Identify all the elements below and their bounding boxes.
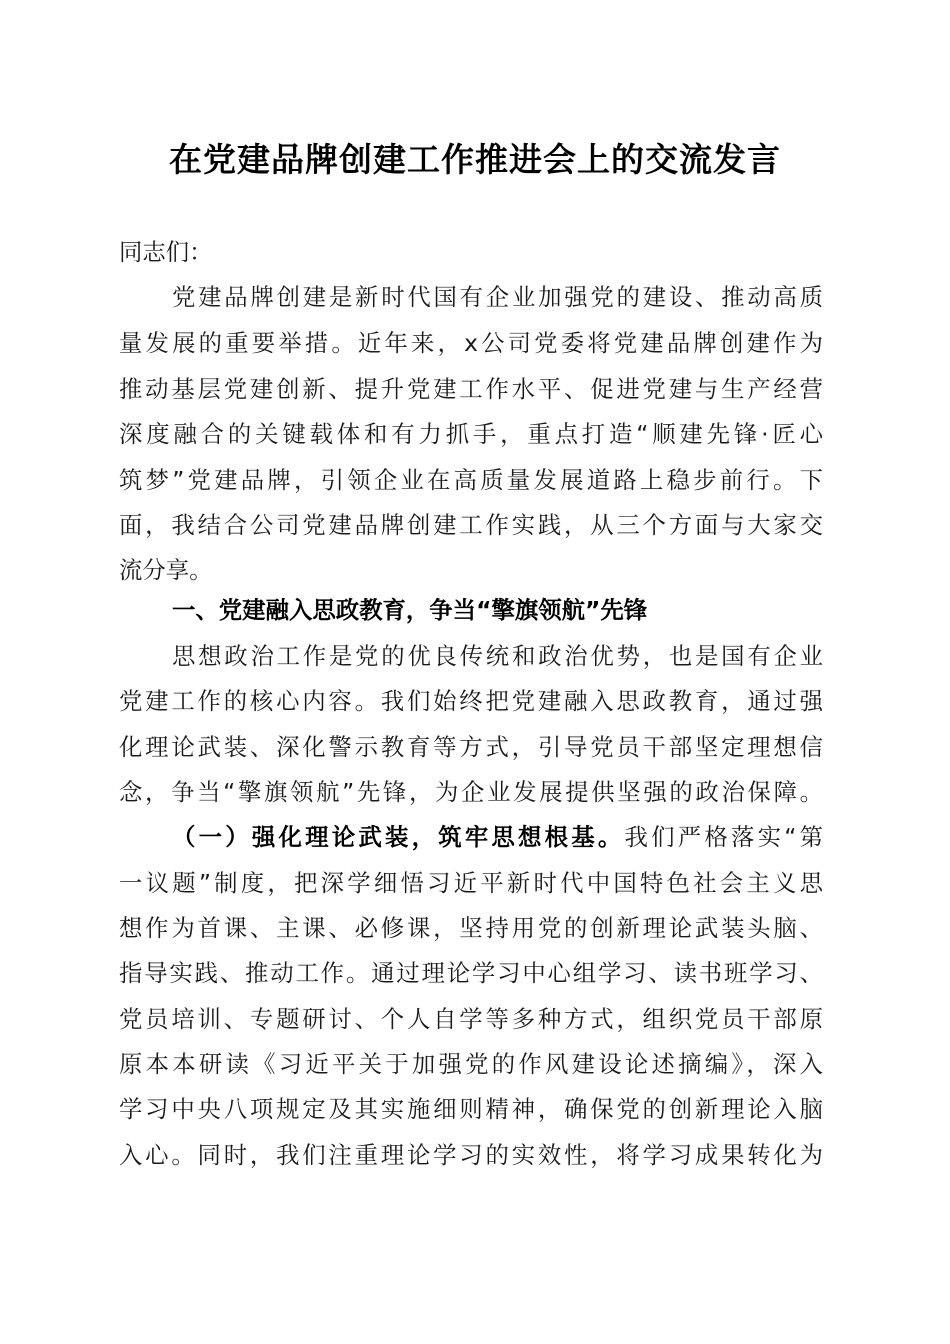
sub1-first-line-rest: 我们严格落实“第 [624,823,824,851]
sub1-first-line [172,814,823,860]
section1-line-3: 化理论武装、深化警示教育等方式，引导党员干部坚定理想信 [119,733,823,761]
sub1-line-7: 学习中央八项规定及其实施细则精神，确保党的创新理论入脑 [119,1095,823,1123]
intro-line-4: 深度融合的关键载体和有力抓手，重点打造“顺建先锋·匠心 [119,420,823,448]
salutation: 同志们： [119,238,213,266]
document-title: 在党建品牌创建工作推进会上的交流发言 [169,140,781,179]
sub1-heading: （一）强化理论武装，筑牢思想根基。 [172,823,625,851]
sub1-line-4: 指导实践、推动工作。通过理论学习中心组学习、读书班学习、 [119,959,823,987]
sub1-line-8: 入心。同时，我们注重理论学习的实效性，将学习成果转化为 [119,1141,823,1169]
section1-heading: 一、党建融入思政教育，争当“擎旗领航”先锋 [172,596,648,624]
intro-line-3: 推动基层党建创新、提升党建工作水平、促进党建与生产经营 [119,375,823,403]
sub1-line-5: 党员培训、专题研讨、个人自学等多种方式，组织党员干部原 [119,1005,823,1033]
sub1-line-3: 想作为首课、主课、必修课，坚持用党的创新理论武装头脑、 [119,914,823,942]
section1-line-1: 思想政治工作是党的优良传统和政治优势，也是国有企业 [172,642,823,670]
sub1-line-2: 一议题”制度，把深学细悟习近平新时代中国特色社会主义思 [119,869,823,897]
intro-line-5: 筑梦”党建品牌，引领企业在高质量发展道路上稳步前行。下 [119,466,823,494]
intro-line-2: 量发展的重要举措。近年来，x公司党委将党建品牌创建作为 [119,329,823,357]
intro-line-1: 党建品牌创建是新时代国有企业加强党的建设、推动高质 [172,283,823,311]
sub1-line-6: 原本本研读《习近平关于加强党的作风建设论述摘编》，深入 [119,1050,823,1078]
intro-line-7: 流分享。 [119,556,213,584]
section1-line-4: 念，争当“擎旗领航”先锋，为企业发展提供坚强的政治保障。 [119,778,823,806]
section1-line-2: 党建工作的核心内容。我们始终把党建融入思政教育，通过强 [119,687,823,715]
intro-line-6: 面，我结合公司党建品牌创建工作实践，从三个方面与大家交 [119,511,823,539]
